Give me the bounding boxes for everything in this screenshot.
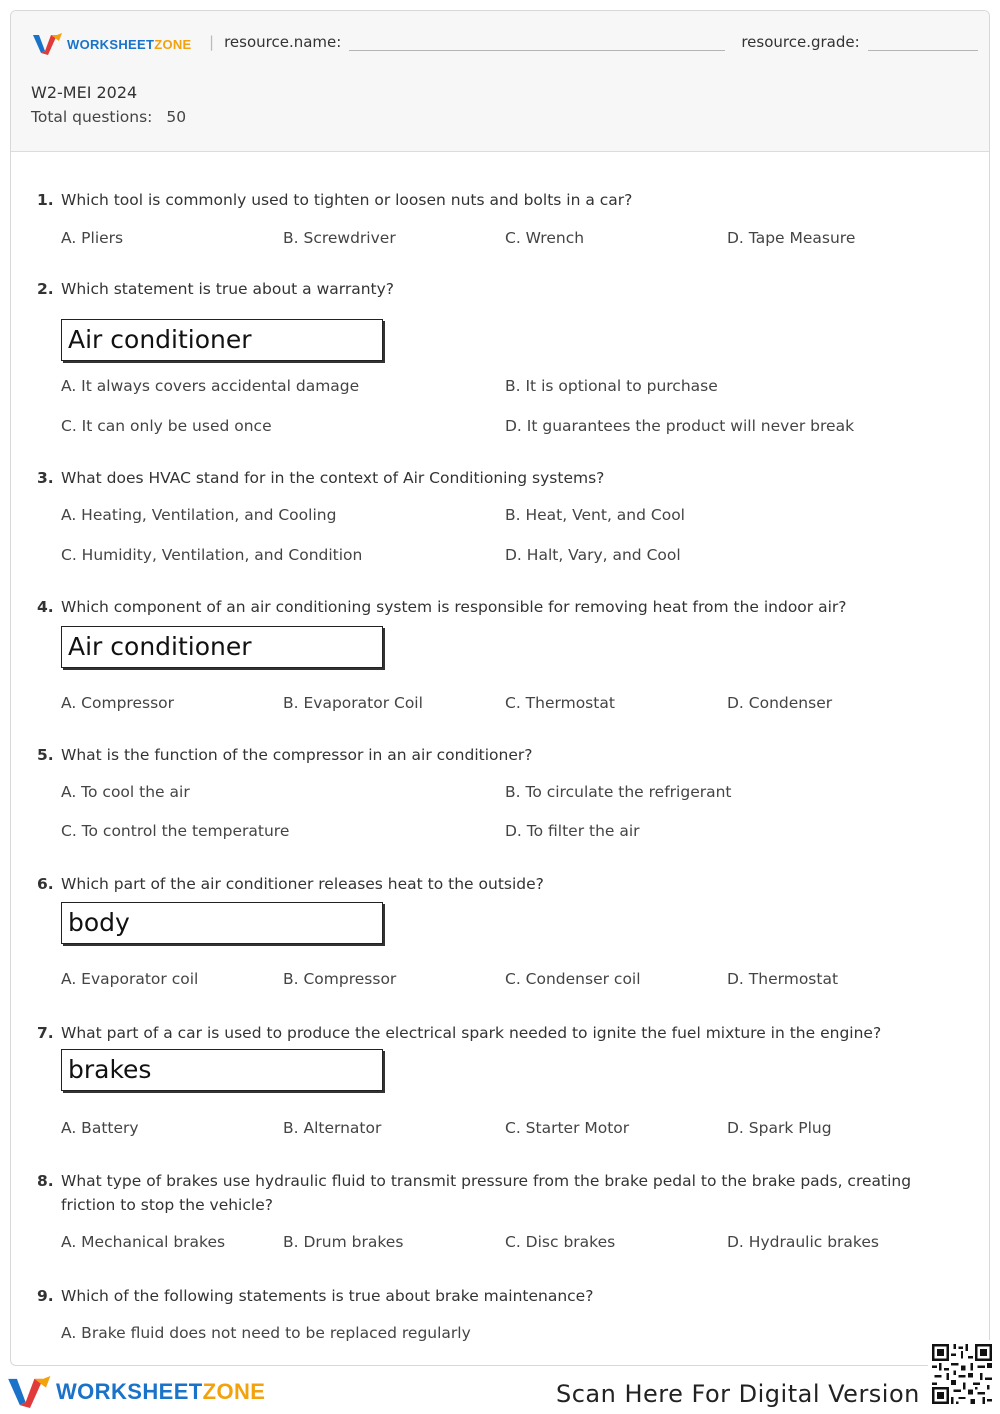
- question-header: [37, 188, 947, 212]
- brand-name: [67, 37, 192, 52]
- question-number: 7.: [37, 1024, 54, 1042]
- brand-logo: [33, 33, 192, 55]
- footer-brand-part1: WORKSHEET: [56, 1379, 203, 1404]
- option-a[interactable]: A. Evaporator coil: [61, 970, 199, 988]
- option-a[interactable]: A. Brake fluid does not need to be replaced regularly: [61, 1324, 471, 1342]
- scan-text: Scan Here For Digital Version: [556, 1380, 920, 1408]
- question-text: Which part of the air conditioner releases heat to the outside?: [61, 875, 544, 893]
- question-number: 2.: [37, 280, 54, 298]
- option-c[interactable]: C. Disc brakes: [505, 1233, 616, 1251]
- brand-name-part1: WORKSHEET: [67, 36, 155, 52]
- question-text: What part of a car is used to produce the electrical spark needed to ignite the fuel mixture in the engine?: [61, 1024, 882, 1042]
- option-c[interactable]: C. Condenser coil: [505, 970, 641, 988]
- question-text: What type of brakes use hydraulic fluid to transmit pressure from the brake pedal to the brake pads, creating friction to stop the vehicle?: [61, 1172, 912, 1214]
- option-b[interactable]: B. Screwdriver: [283, 229, 396, 247]
- qr-code-icon[interactable]: [928, 1340, 996, 1408]
- option-d[interactable]: D. Halt, Vary, and Cool: [505, 546, 681, 564]
- footer-brand-name: [56, 1379, 265, 1405]
- question-header: [37, 872, 947, 896]
- worksheet-header: [11, 11, 989, 152]
- question-image: brakes: [61, 1049, 383, 1091]
- option-c[interactable]: C. It can only be used once: [61, 417, 272, 435]
- question-header: [37, 1021, 947, 1045]
- question-number: 1.: [37, 191, 54, 209]
- resource-name-label: resource.name:: [224, 33, 342, 51]
- question-text: Which statement is true about a warranty?: [61, 280, 395, 298]
- question-number: 9.: [37, 1287, 54, 1305]
- worksheetzone-logo-icon: [8, 1376, 52, 1408]
- question-number: 4.: [37, 598, 54, 616]
- option-b[interactable]: B. Evaporator Coil: [283, 694, 423, 712]
- question-text: Which tool is commonly used to tighten or loosen nuts and bolts in a car?: [61, 191, 633, 209]
- option-a[interactable]: A. It always covers accidental damage: [61, 377, 360, 395]
- option-c[interactable]: C. To control the temperature: [61, 822, 290, 840]
- option-c[interactable]: C. Starter Motor: [505, 1119, 630, 1137]
- footer-brand-logo: [8, 1376, 265, 1408]
- option-b[interactable]: B. Heat, Vent, and Cool: [505, 506, 685, 524]
- option-b[interactable]: B. Drum brakes: [283, 1233, 404, 1251]
- option-a[interactable]: A. Battery: [61, 1119, 139, 1137]
- footer-brand-part2: ZONE: [202, 1379, 266, 1404]
- question-text: Which component of an air conditioning system is responsible for removing heat from the indoor air?: [61, 598, 847, 616]
- total-questions-value: 50: [166, 108, 187, 126]
- option-a[interactable]: A. Pliers: [61, 229, 124, 247]
- resource-grade-label: resource.grade:: [741, 33, 860, 51]
- worksheet-footer: [0, 1366, 1000, 1414]
- option-a[interactable]: A. Heating, Ventilation, and Cooling: [61, 506, 337, 524]
- question-header: [37, 1169, 947, 1217]
- question-header: [37, 743, 947, 767]
- resource-name-field[interactable]: [349, 37, 725, 51]
- question-text: Which of the following statements is true about brake maintenance?: [61, 1287, 594, 1305]
- resource-grade-field[interactable]: [868, 37, 978, 51]
- question-header: [37, 595, 947, 619]
- option-d[interactable]: D. It guarantees the product will never break: [505, 417, 855, 435]
- question-image: Air conditioner: [61, 626, 383, 668]
- option-c[interactable]: C. Thermostat: [505, 694, 615, 712]
- option-d[interactable]: D. Hydraulic brakes: [727, 1233, 879, 1251]
- question-number: 8.: [37, 1172, 54, 1190]
- option-a[interactable]: A. Mechanical brakes: [61, 1233, 226, 1251]
- question-image: body: [61, 902, 383, 944]
- worksheet-title: W2-MEI 2024: [31, 83, 138, 102]
- brand-name-part2: ZONE: [154, 36, 192, 52]
- option-d[interactable]: D. To filter the air: [505, 822, 640, 840]
- option-b[interactable]: B. Compressor: [283, 970, 397, 988]
- question-header: [37, 277, 947, 301]
- option-a[interactable]: A. Compressor: [61, 694, 175, 712]
- option-b[interactable]: B. Alternator: [283, 1119, 382, 1137]
- option-c[interactable]: C. Wrench: [505, 229, 585, 247]
- option-b[interactable]: B. To circulate the refrigerant: [505, 783, 732, 801]
- worksheetzone-logo-icon: [33, 33, 63, 55]
- option-d[interactable]: D. Spark Plug: [727, 1119, 832, 1137]
- total-questions: [31, 108, 186, 126]
- question-number: 3.: [37, 469, 54, 487]
- option-a[interactable]: A. To cool the air: [61, 783, 190, 801]
- option-d[interactable]: D. Tape Measure: [727, 229, 856, 247]
- question-header: [37, 466, 947, 490]
- question-header: [37, 1284, 947, 1308]
- option-c[interactable]: C. Humidity, Ventilation, and Condition: [61, 546, 363, 564]
- question-image: Air conditioner: [61, 319, 383, 361]
- question-number: 5.: [37, 746, 54, 764]
- header-separator: |: [209, 33, 215, 51]
- question-number: 6.: [37, 875, 54, 893]
- question-text: What does HVAC stand for in the context of Air Conditioning systems?: [61, 469, 605, 487]
- option-b[interactable]: B. It is optional to purchase: [505, 377, 718, 395]
- worksheet-page: [10, 10, 990, 1366]
- question-text: What is the function of the compressor in an air conditioner?: [61, 746, 533, 764]
- option-d[interactable]: D. Condenser: [727, 694, 833, 712]
- resource-meta: [209, 33, 978, 51]
- total-questions-label: Total questions:: [31, 108, 153, 126]
- option-d[interactable]: D. Thermostat: [727, 970, 839, 988]
